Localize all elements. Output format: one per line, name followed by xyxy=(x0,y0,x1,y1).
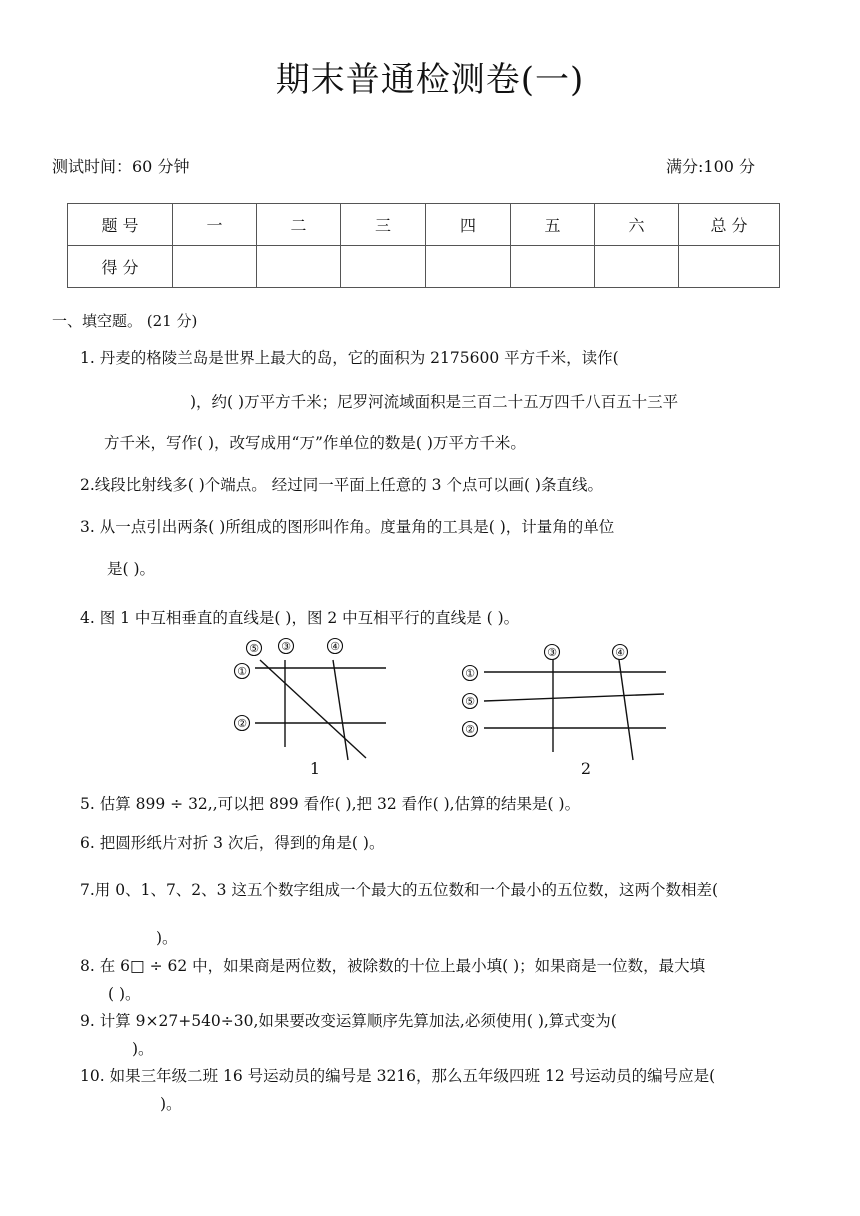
score-cell[interactable] xyxy=(595,246,679,288)
question-1-line-3: 方千米，写作( )，改写成用“万”作单位的数是( )万平方千米。 xyxy=(104,434,526,452)
question-2: 2.线段比射线多( )个端点。 经过同一平面上任意的 3 个点可以画( )条直线。 xyxy=(80,476,603,494)
page-title: 期末普通检测卷(一) xyxy=(275,60,585,100)
score-table-score-row xyxy=(68,246,780,288)
question-5: 5. 估算 899 ÷ 32,,可以把 899 看作( ),把 32 看作( ),估算的结果是( )。 xyxy=(80,795,581,813)
table-cell: 题 号 xyxy=(68,204,173,246)
test-time: 测试时间：60 分钟 xyxy=(52,157,190,176)
figure-1-caption: 1 xyxy=(309,759,321,778)
figure-1 xyxy=(235,639,387,779)
question-3-line-1: 3. 从一点引出两条( )所组成的图形叫作角。度量角的工具是( )，计量角的单位 xyxy=(80,518,615,536)
table-cell: 总 分 xyxy=(679,204,780,246)
score-cell[interactable] xyxy=(511,246,595,288)
label-5: ⑤ xyxy=(465,695,475,708)
score-cell[interactable] xyxy=(341,246,426,288)
line-5 xyxy=(260,660,366,758)
table-cell: 六 xyxy=(595,204,679,246)
question-4: 4. 图 1 中互相垂直的直线是( )，图 2 中互相平行的直线是 ( )。 xyxy=(80,609,520,627)
score-cell[interactable] xyxy=(426,246,511,288)
section-heading: 一、填空题。 (21 分) xyxy=(52,312,198,330)
table-cell: 四 xyxy=(426,204,511,246)
line-4 xyxy=(619,660,633,760)
table-cell: 三 xyxy=(341,204,426,246)
question-7-line-1: 7.用 0、1、7、2、3 这五个数字组成一个最大的五位数和一个最小的五位数，这两个数相差( xyxy=(80,881,719,899)
question-9-line-1: 9. 计算 9×27+540÷30,如果要改变运算顺序先算加法,必须使用( ),算式变为( xyxy=(80,1012,617,1030)
label-3: ③ xyxy=(547,646,557,659)
label-1: ① xyxy=(237,665,247,678)
line-figures xyxy=(0,630,860,780)
label-2: ② xyxy=(237,717,247,730)
question-3-line-2: 是( )。 xyxy=(107,560,156,578)
question-1-line-1: 1. 丹麦的格陵兰岛是世界上最大的岛，它的面积为 2175600 平方千米，读作( xyxy=(80,349,619,367)
question-8-line-2: ( )。 xyxy=(108,985,141,1003)
table-cell: 得 分 xyxy=(68,246,173,288)
score-table-header-row xyxy=(68,204,780,246)
table-cell: 二 xyxy=(257,204,341,246)
table-cell: 一 xyxy=(173,204,257,246)
label-1: ① xyxy=(465,667,475,680)
label-5: ⑤ xyxy=(249,642,259,655)
question-8-line-1: 8. 在 6□ ÷ 62 中，如果商是两位数，被除数的十位上最小填( )；如果商是一位数，最大填 xyxy=(80,957,706,975)
full-score: 满分:100 分 xyxy=(666,157,756,176)
question-10-line-1: 10. 如果三年级二班 16 号运动员的编号是 3216，那么五年级四班 12 号运动员的编号应是( xyxy=(80,1067,716,1085)
score-cell[interactable] xyxy=(679,246,780,288)
line-5 xyxy=(484,694,664,701)
label-4: ④ xyxy=(330,640,340,653)
question-9-line-2: )。 xyxy=(132,1040,154,1058)
line-4 xyxy=(333,660,348,760)
label-4: ④ xyxy=(615,646,625,659)
figure-2-caption: 2 xyxy=(580,759,592,778)
label-2: ② xyxy=(465,723,475,736)
figure-2 xyxy=(463,645,667,779)
question-6: 6. 把圆形纸片对折 3 次后，得到的角是( )。 xyxy=(80,834,385,852)
score-cell[interactable] xyxy=(257,246,341,288)
question-7-line-2: )。 xyxy=(156,929,178,947)
score-cell[interactable] xyxy=(173,246,257,288)
table-cell: 五 xyxy=(511,204,595,246)
label-3: ③ xyxy=(281,640,291,653)
question-1-line-2: )，约( )万平方千米；尼罗河流域面积是三百二十五万四千八百五十三平 xyxy=(190,393,679,411)
question-10-line-2: )。 xyxy=(160,1095,182,1113)
score-table xyxy=(67,203,780,288)
